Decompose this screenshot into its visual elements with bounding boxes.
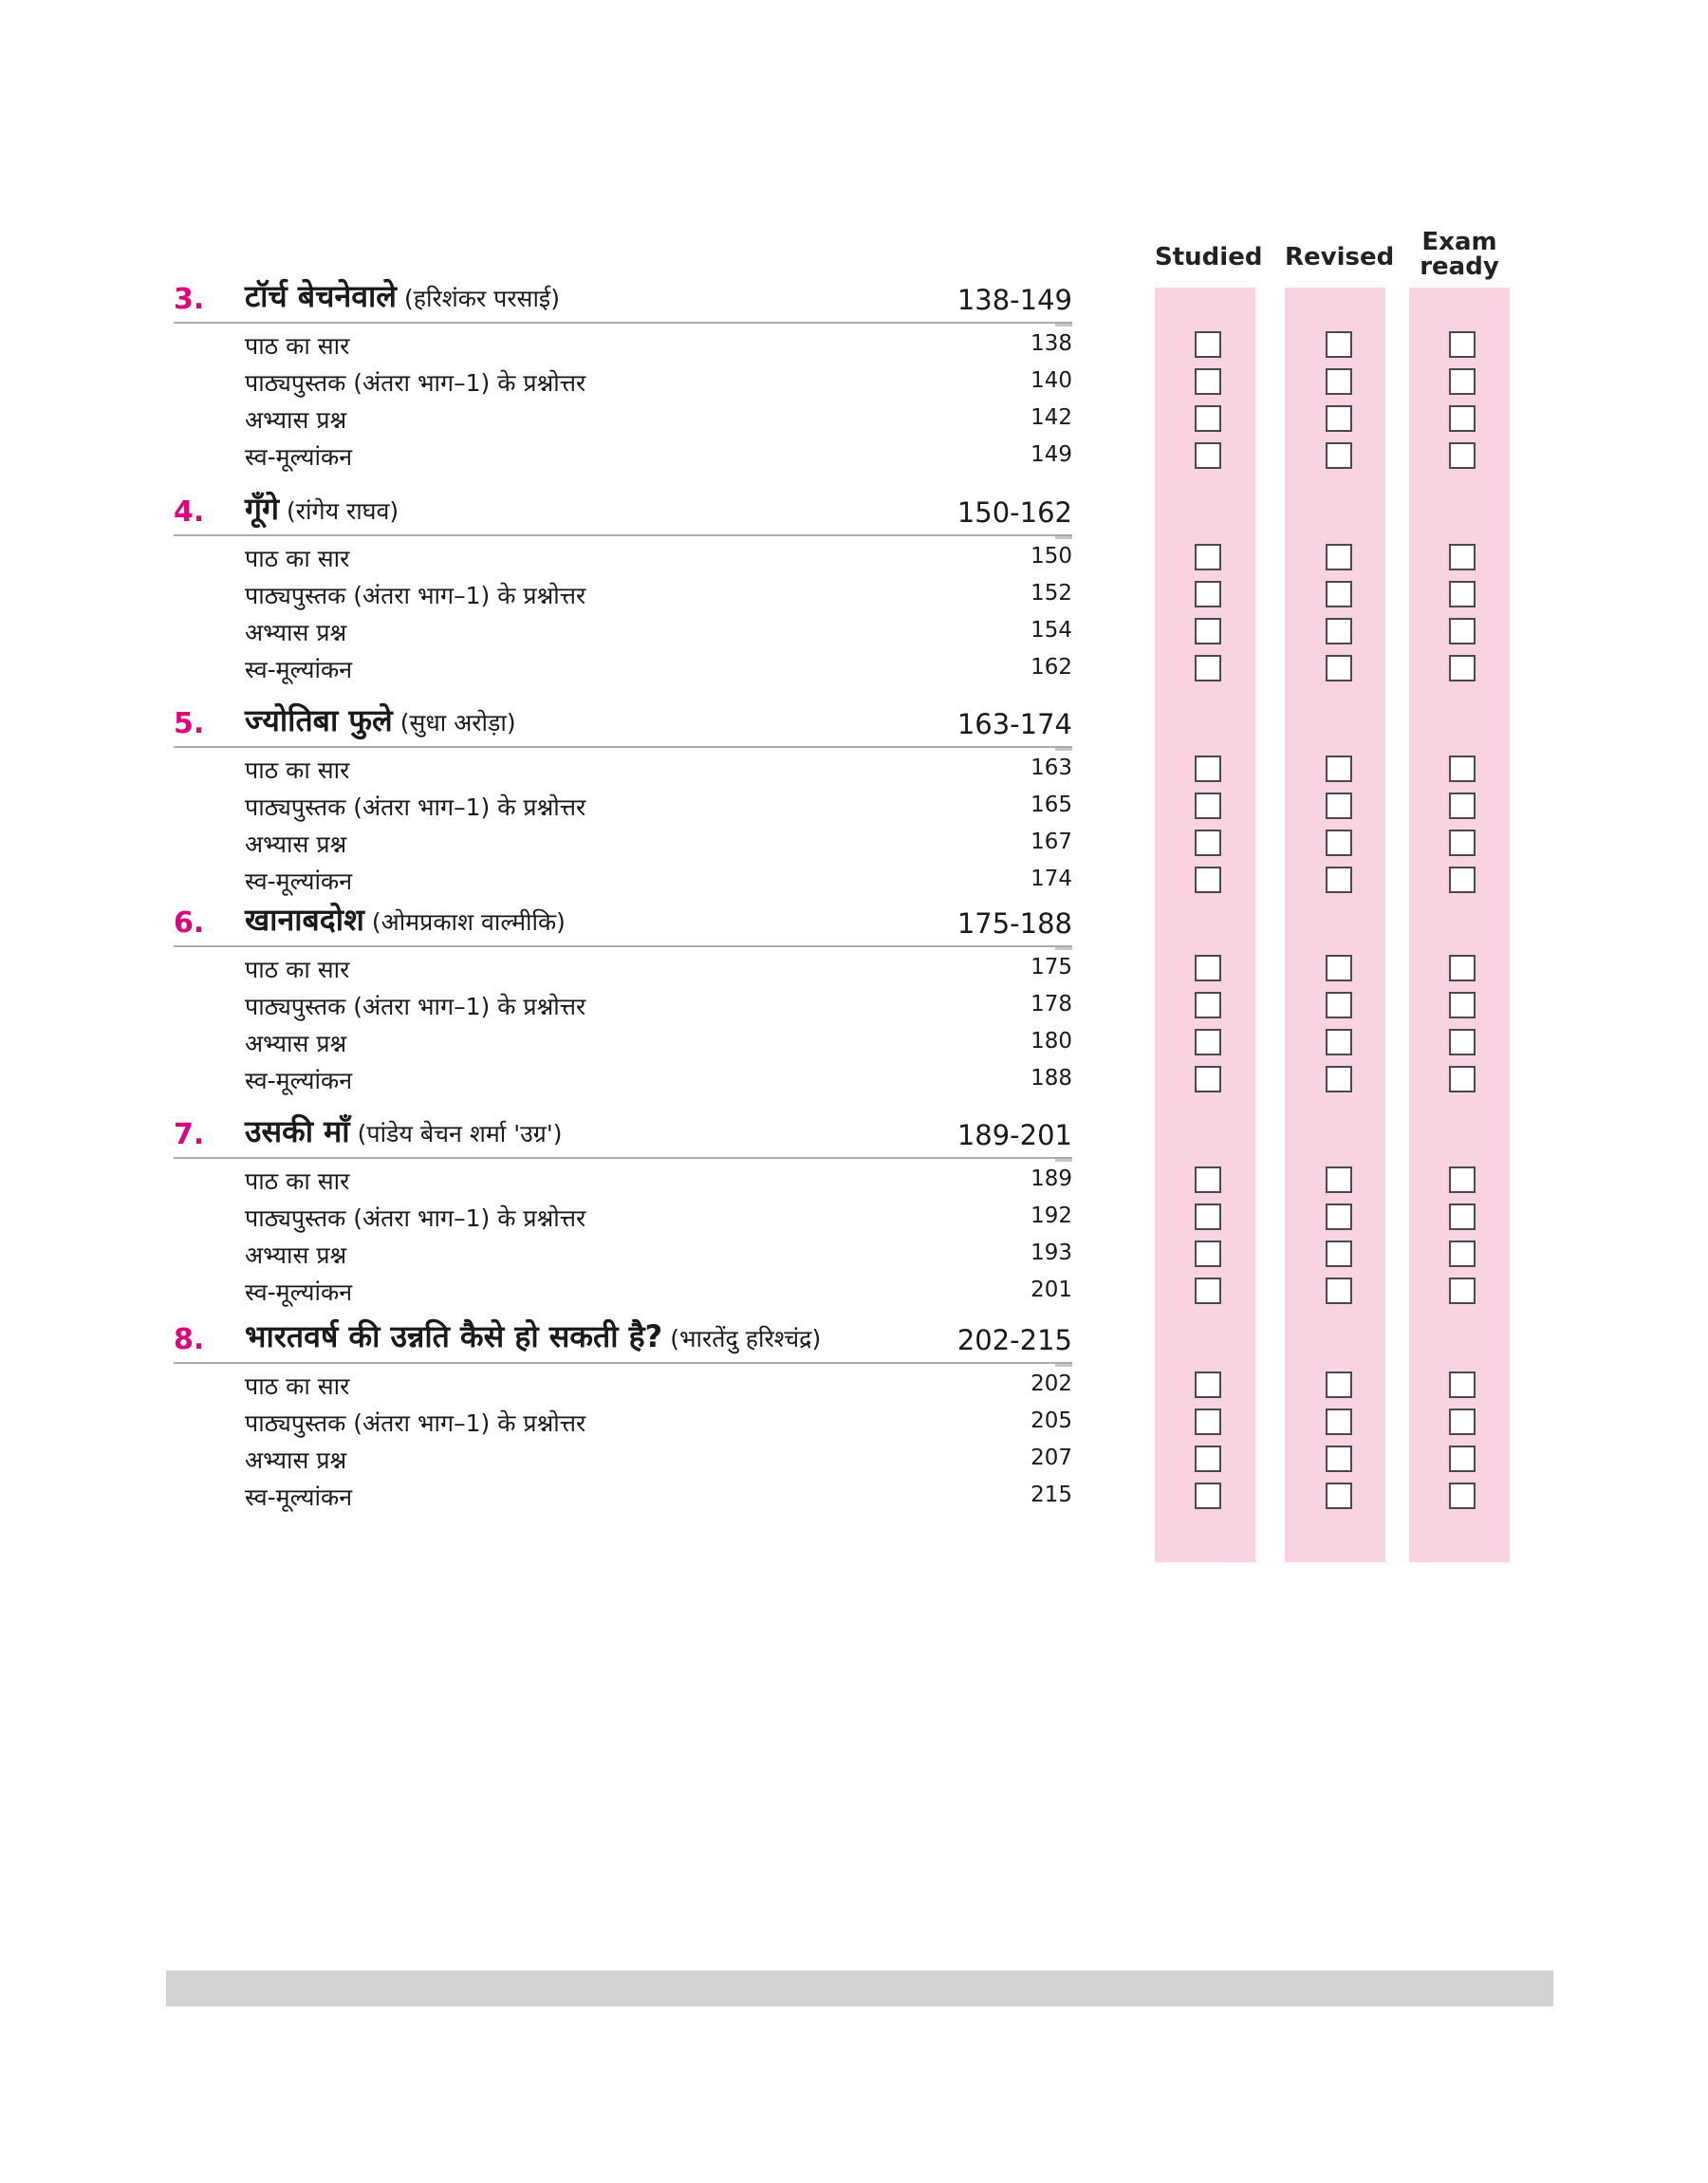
studied-header: Studied (1155, 243, 1263, 271)
chapter-title: टॉर्च बेचनेवाले (245, 278, 398, 314)
chapter-heading (174, 902, 1072, 947)
sub-entry-row (174, 398, 1072, 435)
sub-entry-page: 205 (1030, 1409, 1072, 1433)
sub-entry-page: 174 (1030, 867, 1072, 891)
studied-checkbox[interactable] (1195, 992, 1221, 1018)
sub-entry-label: अभ्यास प्रश्न (245, 1446, 347, 1474)
exam-ready-checkbox[interactable] (1449, 442, 1476, 469)
chapter-title-line (245, 899, 566, 940)
exam-ready-header-line2: ready (1420, 252, 1499, 281)
exam-ready-checkbox[interactable] (1449, 1166, 1476, 1193)
studied-checkbox[interactable] (1195, 1446, 1221, 1472)
chapter-number: 8. (174, 1323, 205, 1356)
sub-entry-label: अभ्यास प्रश्न (245, 1030, 347, 1057)
exam-ready-checkbox[interactable] (1449, 655, 1476, 681)
sub-entry-label: स्व-मूल्यांकन (245, 656, 353, 683)
revised-checkbox[interactable] (1326, 655, 1352, 681)
exam-ready-checkbox[interactable] (1449, 405, 1476, 432)
chapter-number: 3. (174, 283, 205, 316)
sub-entry-row (174, 984, 1072, 1021)
sub-entry-page: 142 (1030, 405, 1072, 430)
sub-entry-label: पाठ का सार (245, 756, 350, 784)
exam-ready-checkbox[interactable] (1449, 544, 1476, 570)
sub-entry-page: 175 (1030, 955, 1072, 980)
studied-checkbox[interactable] (1195, 442, 1221, 469)
sub-entry-row (174, 1438, 1072, 1475)
sub-entry-row (174, 1159, 1072, 1196)
studied-checkbox[interactable] (1195, 1241, 1221, 1267)
sub-entry-page: 192 (1030, 1203, 1072, 1228)
sub-entry-row (174, 1364, 1072, 1401)
chapter-title: खानाबदोश (245, 902, 364, 938)
revised-checkbox[interactable] (1326, 1241, 1352, 1267)
sub-entry-row (174, 1233, 1072, 1270)
revised-checkbox[interactable] (1326, 1483, 1352, 1509)
chapter-entry (174, 491, 1072, 684)
revised-checkbox[interactable] (1326, 756, 1352, 782)
exam-ready-checkbox[interactable] (1449, 331, 1476, 358)
revised-checkbox[interactable] (1326, 1278, 1352, 1304)
studied-checkbox[interactable] (1195, 830, 1221, 856)
chapter-title: भारतवर्ष की उन्नति कैसे हो सकती है? (245, 1318, 663, 1354)
chapter-heading (174, 278, 1072, 324)
exam-ready-checkbox[interactable] (1449, 368, 1476, 395)
exam-ready-header-line1: Exam (1421, 228, 1497, 256)
exam-ready-checkbox[interactable] (1449, 992, 1476, 1018)
chapter-author: (हरिशंकर परसाई) (404, 285, 560, 312)
sub-entry-row (174, 1475, 1072, 1512)
exam-ready-checkbox[interactable] (1449, 1203, 1476, 1230)
exam-ready-checkbox[interactable] (1449, 955, 1476, 981)
sub-entry-label: अभ्यास प्रश्न (245, 406, 347, 434)
chapter-heading (174, 491, 1072, 536)
chapter-author: (ओमप्रकाश वाल्मीकि) (371, 908, 566, 936)
sub-entry-label: अभ्यास प्रश्न (245, 619, 347, 646)
studied-checkbox[interactable] (1195, 368, 1221, 395)
sub-entry-page: 201 (1030, 1278, 1072, 1302)
chapter-title-line (245, 1315, 821, 1356)
chapter-entry (174, 1318, 1072, 1512)
revised-checkbox[interactable] (1326, 581, 1352, 607)
sub-entry-label: पाठ्यपुस्तक (अंतरा भाग–1) के प्रश्नोत्तर (245, 793, 586, 821)
studied-checkbox[interactable] (1195, 1409, 1221, 1435)
exam-ready-checkbox[interactable] (1449, 1241, 1476, 1267)
sub-entry-page: 207 (1030, 1446, 1072, 1470)
revised-checkbox[interactable] (1326, 1029, 1352, 1055)
studied-checkbox[interactable] (1195, 581, 1221, 607)
revised-header: Revised (1285, 243, 1395, 271)
chapter-number: 5. (174, 707, 205, 740)
sub-entry-page: 167 (1030, 830, 1072, 854)
revised-checkbox[interactable] (1326, 405, 1352, 432)
sub-entry-page: 152 (1030, 581, 1072, 606)
studied-checkbox[interactable] (1195, 1371, 1221, 1398)
sub-entry-label: स्व-मूल्यांकन (245, 443, 353, 471)
exam-ready-checkbox[interactable] (1449, 1446, 1476, 1472)
exam-ready-checkbox[interactable] (1449, 1066, 1476, 1092)
exam-ready-checkbox[interactable] (1449, 793, 1476, 819)
sub-entry-row (174, 573, 1072, 610)
revised-checkbox[interactable] (1326, 618, 1352, 644)
sub-entry-label: पाठ का सार (245, 956, 350, 983)
exam-ready-header (1409, 230, 1510, 279)
studied-checkbox[interactable] (1195, 1029, 1221, 1055)
chapter-number: 7. (174, 1118, 205, 1151)
footer-bar (166, 1970, 1553, 2006)
chapter-heading (174, 702, 1072, 748)
chapter-heading (174, 1113, 1072, 1159)
sub-entry-page: 149 (1030, 442, 1072, 467)
sub-entry-row (174, 785, 1072, 822)
sub-entry-row (174, 947, 1072, 984)
chapter-number: 4. (174, 495, 205, 529)
chapter-page-range: 138-149 (956, 284, 1072, 316)
sub-entry-label: पाठ का सार (245, 332, 350, 360)
sub-entry-row (174, 610, 1072, 647)
chapter-page-range: 175-188 (956, 907, 1072, 940)
studied-checkbox[interactable] (1195, 1203, 1221, 1230)
chapter-title: ज्योतिबा फुले (245, 702, 393, 738)
sub-entry-row (174, 647, 1072, 684)
exam-ready-checkbox[interactable] (1449, 1409, 1476, 1435)
revised-checkbox[interactable] (1326, 368, 1352, 395)
chapter-title-line (245, 275, 560, 316)
exam-ready-checkbox[interactable] (1449, 756, 1476, 782)
revised-checkbox[interactable] (1326, 331, 1352, 358)
chapter-title-line (245, 488, 399, 529)
sub-entry-row (174, 361, 1072, 398)
chapter-author: (भारतेंदु हरिश्चंद्र) (670, 1325, 822, 1353)
revised-checkbox[interactable] (1326, 1409, 1352, 1435)
revised-checkbox[interactable] (1326, 992, 1352, 1018)
revised-checkbox[interactable] (1326, 442, 1352, 469)
studied-checkbox[interactable] (1195, 1278, 1221, 1304)
studied-checkbox[interactable] (1195, 544, 1221, 570)
revised-checkbox[interactable] (1326, 830, 1352, 856)
exam-ready-checkbox[interactable] (1449, 1483, 1476, 1509)
sub-entry-label: पाठ्यपुस्तक (अंतरा भाग–1) के प्रश्नोत्तर (245, 369, 586, 397)
chapter-entry (174, 902, 1072, 1095)
chapter-number: 6. (174, 906, 205, 940)
studied-checkbox[interactable] (1195, 793, 1221, 819)
sub-entry-page: 188 (1030, 1066, 1072, 1091)
revised-checkbox[interactable] (1326, 793, 1352, 819)
chapter-page-range: 150-162 (956, 496, 1072, 529)
chapter-entry (174, 702, 1072, 896)
studied-checkbox[interactable] (1195, 331, 1221, 358)
exam-ready-checkbox[interactable] (1449, 581, 1476, 607)
sub-entry-label: पाठ का सार (245, 545, 350, 572)
sub-entry-label: पाठ्यपुस्तक (अंतरा भाग–1) के प्रश्नोत्तर (245, 1409, 586, 1437)
sub-entry-page: 178 (1030, 992, 1072, 1017)
sub-entry-row (174, 435, 1072, 472)
chapter-page-range: 189-201 (956, 1119, 1072, 1151)
exam-ready-checkbox[interactable] (1449, 1278, 1476, 1304)
studied-checkbox[interactable] (1195, 1483, 1221, 1509)
exam-ready-checkbox[interactable] (1449, 618, 1476, 644)
sub-entry-row (174, 1401, 1072, 1438)
sub-entry-label: पाठ्यपुस्तक (अंतरा भाग–1) के प्रश्नोत्तर (245, 582, 586, 609)
sub-entry-page: 193 (1030, 1241, 1072, 1265)
chapter-entry (174, 278, 1072, 472)
sub-entry-label: स्व-मूल्यांकन (245, 868, 353, 895)
revised-checkbox[interactable] (1326, 1446, 1352, 1472)
sub-entry-label: पाठ का सार (245, 1167, 350, 1195)
revised-checkbox[interactable] (1326, 867, 1352, 893)
sub-entry-page: 140 (1030, 368, 1072, 393)
revised-checkbox[interactable] (1326, 955, 1352, 981)
sub-entry-label: पाठ्यपुस्तक (अंतरा भाग–1) के प्रश्नोत्तर (245, 1204, 586, 1232)
sub-entry-label: पाठ का सार (245, 1372, 350, 1400)
exam-ready-checkbox[interactable] (1449, 1029, 1476, 1055)
chapter-author: (सुधा अरोड़ा) (399, 709, 516, 737)
sub-entry-label: स्व-मूल्यांकन (245, 1067, 353, 1094)
sub-entry-row (174, 1058, 1072, 1095)
studied-checkbox[interactable] (1195, 867, 1221, 893)
sub-entry-page: 154 (1030, 618, 1072, 643)
revised-checkbox[interactable] (1326, 1203, 1352, 1230)
sub-entry-label: स्व-मूल्यांकन (245, 1278, 353, 1306)
sub-entry-page: 163 (1030, 756, 1072, 780)
sub-entry-page: 180 (1030, 1029, 1072, 1054)
sub-entry-page: 165 (1030, 793, 1072, 817)
exam-ready-checkbox[interactable] (1449, 1371, 1476, 1398)
revised-checkbox[interactable] (1326, 544, 1352, 570)
chapter-entry (174, 1113, 1072, 1307)
sub-entry-row (174, 748, 1072, 785)
sub-entry-row (174, 822, 1072, 859)
studied-checkbox[interactable] (1195, 955, 1221, 981)
sub-entry-row (174, 1021, 1072, 1058)
studied-checkbox[interactable] (1195, 1166, 1221, 1193)
studied-checkbox[interactable] (1195, 756, 1221, 782)
sub-entry-page: 162 (1030, 655, 1072, 680)
studied-checkbox[interactable] (1195, 405, 1221, 432)
sub-entry-page: 150 (1030, 544, 1072, 569)
chapter-author: (रांगेय राघव) (287, 497, 399, 525)
chapter-page-range: 202-215 (956, 1324, 1072, 1356)
sub-entry-label: अभ्यास प्रश्न (245, 830, 347, 858)
revised-checkbox[interactable] (1326, 1371, 1352, 1398)
chapter-page-range: 163-174 (956, 708, 1072, 740)
sub-entry-page: 189 (1030, 1166, 1072, 1191)
chapter-title-line (245, 1110, 563, 1151)
studied-checkbox[interactable] (1195, 618, 1221, 644)
exam-ready-checkbox[interactable] (1449, 830, 1476, 856)
chapter-heading (174, 1318, 1072, 1364)
sub-entry-row (174, 324, 1072, 361)
chapter-title-line (245, 700, 516, 740)
chapter-author: (पांडेय बेचन शर्मा 'उग्र') (357, 1120, 563, 1147)
sub-entry-page: 138 (1030, 331, 1072, 356)
sub-entry-row (174, 859, 1072, 896)
revised-checkbox[interactable] (1326, 1066, 1352, 1092)
sub-entry-page: 202 (1030, 1371, 1072, 1396)
sub-entry-row (174, 1196, 1072, 1233)
exam-ready-checkbox[interactable] (1449, 867, 1476, 893)
studied-checkbox[interactable] (1195, 655, 1221, 681)
sub-entry-row (174, 536, 1072, 573)
sub-entry-row (174, 1270, 1072, 1307)
chapter-title: गूँगे (245, 491, 280, 527)
sub-entry-label: पाठ्यपुस्तक (अंतरा भाग–1) के प्रश्नोत्तर (245, 993, 586, 1020)
sub-entry-label: अभ्यास प्रश्न (245, 1241, 347, 1269)
sub-entry-label: स्व-मूल्यांकन (245, 1483, 353, 1511)
revised-checkbox[interactable] (1326, 1166, 1352, 1193)
sub-entry-page: 215 (1030, 1483, 1072, 1507)
studied-checkbox[interactable] (1195, 1066, 1221, 1092)
chapter-title: उसकी माँ (245, 1113, 350, 1149)
